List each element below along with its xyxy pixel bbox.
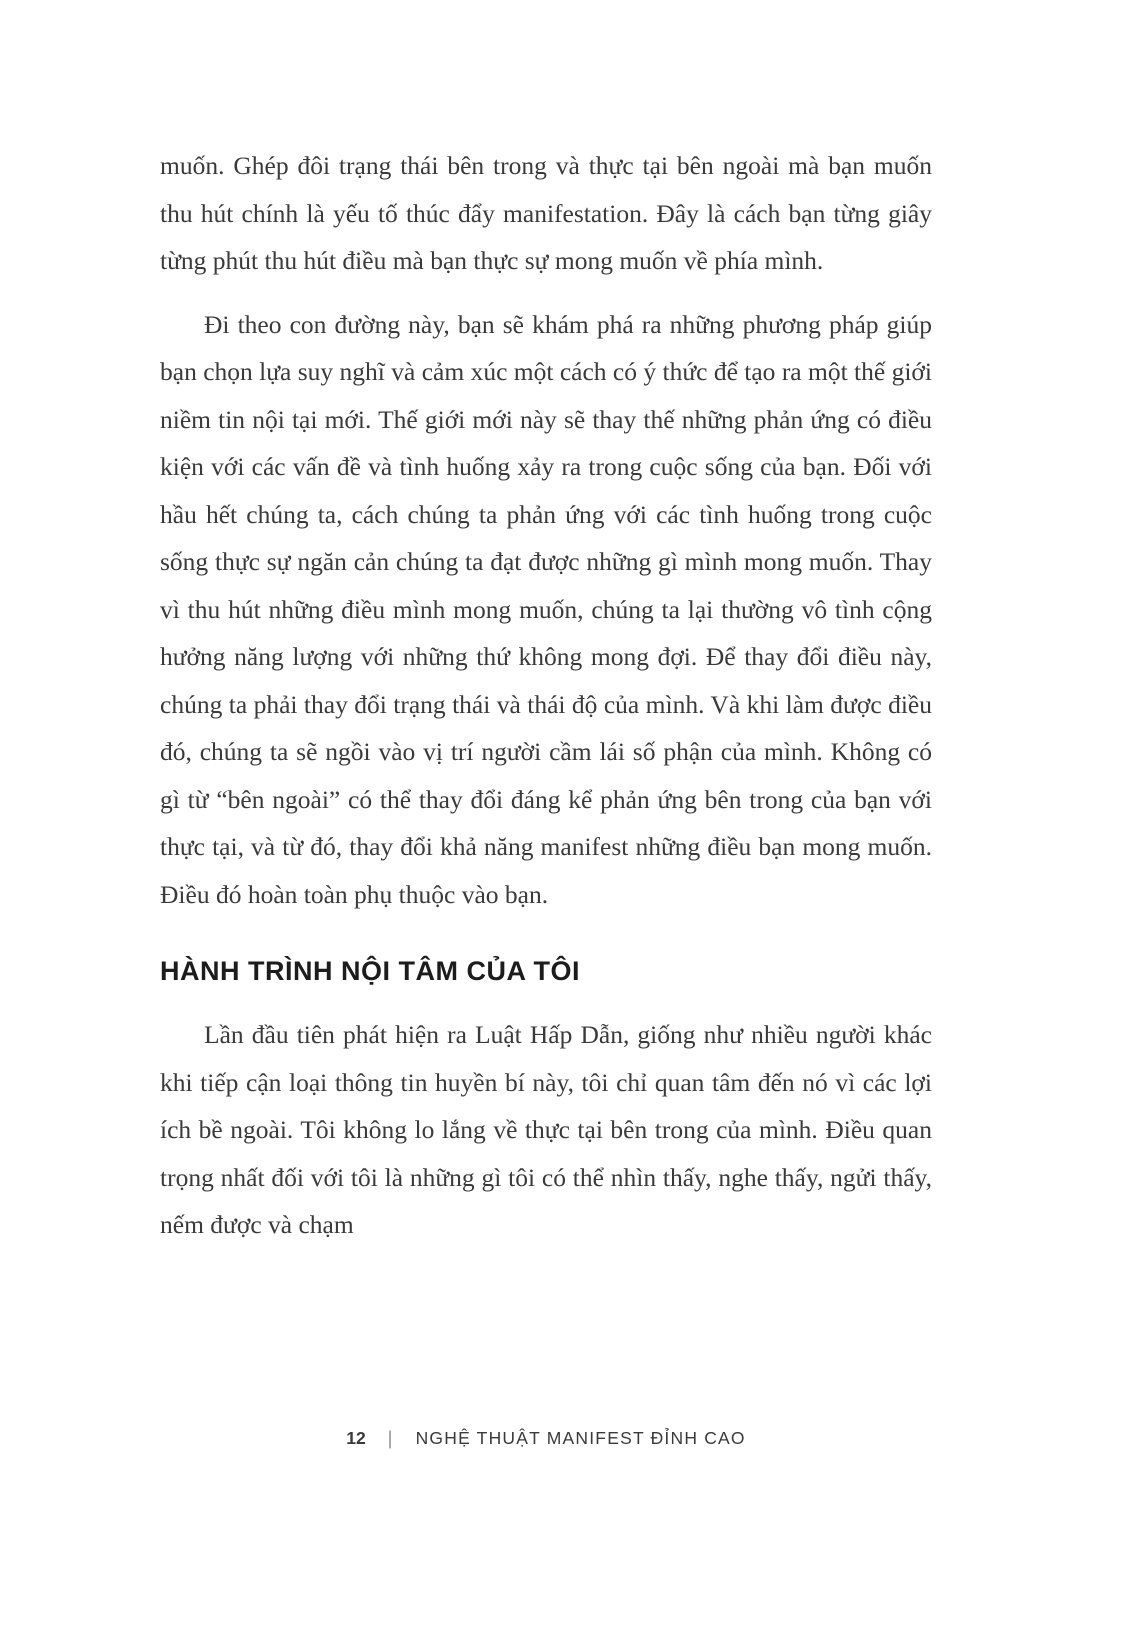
book-page-text-block	[160, 142, 932, 1265]
page-footer	[160, 1428, 932, 1449]
page-number: 12	[346, 1428, 366, 1448]
section-heading: HÀNH TRÌNH NỘI TÂM CỦA TÔI	[160, 956, 580, 986]
book-title: NGHỆ THUẬT MANIFEST ĐỈNH CAO	[415, 1428, 746, 1448]
paragraph: Lần đầu tiên phát hiện ra Luật Hấp Dẫn, giống như nhiều người khác khi tiếp cận loại thông tin huyền bí này, tôi chỉ quan tâm đến nó vì các lợi ích bề ngoài. Tôi không lo lắng về thực tại bên trong của mình. Điều quan trọng nhất đối với tôi là những gì tôi có thể nhìn thấy, nghe thấy, ngửi thấy, nếm được và chạm	[160, 1020, 932, 1239]
paragraph-continuation: muốn. Ghép đôi trạng thái bên trong và thực tại bên ngoài mà bạn muốn thu hút chính là yếu tố thúc đẩy manifestation. Đây là cách bạn từng giây từng phút thu hút điều mà bạn thực sự mong muốn về phía mình.	[160, 151, 932, 275]
paragraph: Đi theo con đường này, bạn sẽ khám phá ra những phương pháp giúp bạn chọn lựa suy nghĩ và cảm xúc một cách có ý thức để tạo ra một thế giới niềm tin nội tại mới. Thế giới mới này sẽ thay thế những phản ứng có điều kiện với các vấn đề và tình huống xảy ra trong cuộc sống của bạn. Đối với hầu hết chúng ta, cách chúng ta phản ứng với các tình huống trong cuộc sống thực sự ngăn cản chúng ta đạt được những gì mình mong muốn. Thay vì thu hút những điều mình mong muốn, chúng ta lại thường vô tình cộng hưởng năng lượng với những thứ không mong đợi. Để thay đổi điều này, chúng ta phải thay đổi trạng thái và thái độ của mình. Và khi làm được điều đó, chúng ta sẽ ngồi vào vị trí người cầm lái số phận của mình. Không có gì từ “bên ngoài” có thể thay đổi đáng kể phản ứng bên trong của bạn với thực tại, và từ đó, thay đổi khả năng manifest những điều bạn mong muốn. Điều đó hoàn toàn phụ thuộc vào bạn.	[160, 309, 932, 909]
footer-separator: |	[387, 1426, 394, 1449]
